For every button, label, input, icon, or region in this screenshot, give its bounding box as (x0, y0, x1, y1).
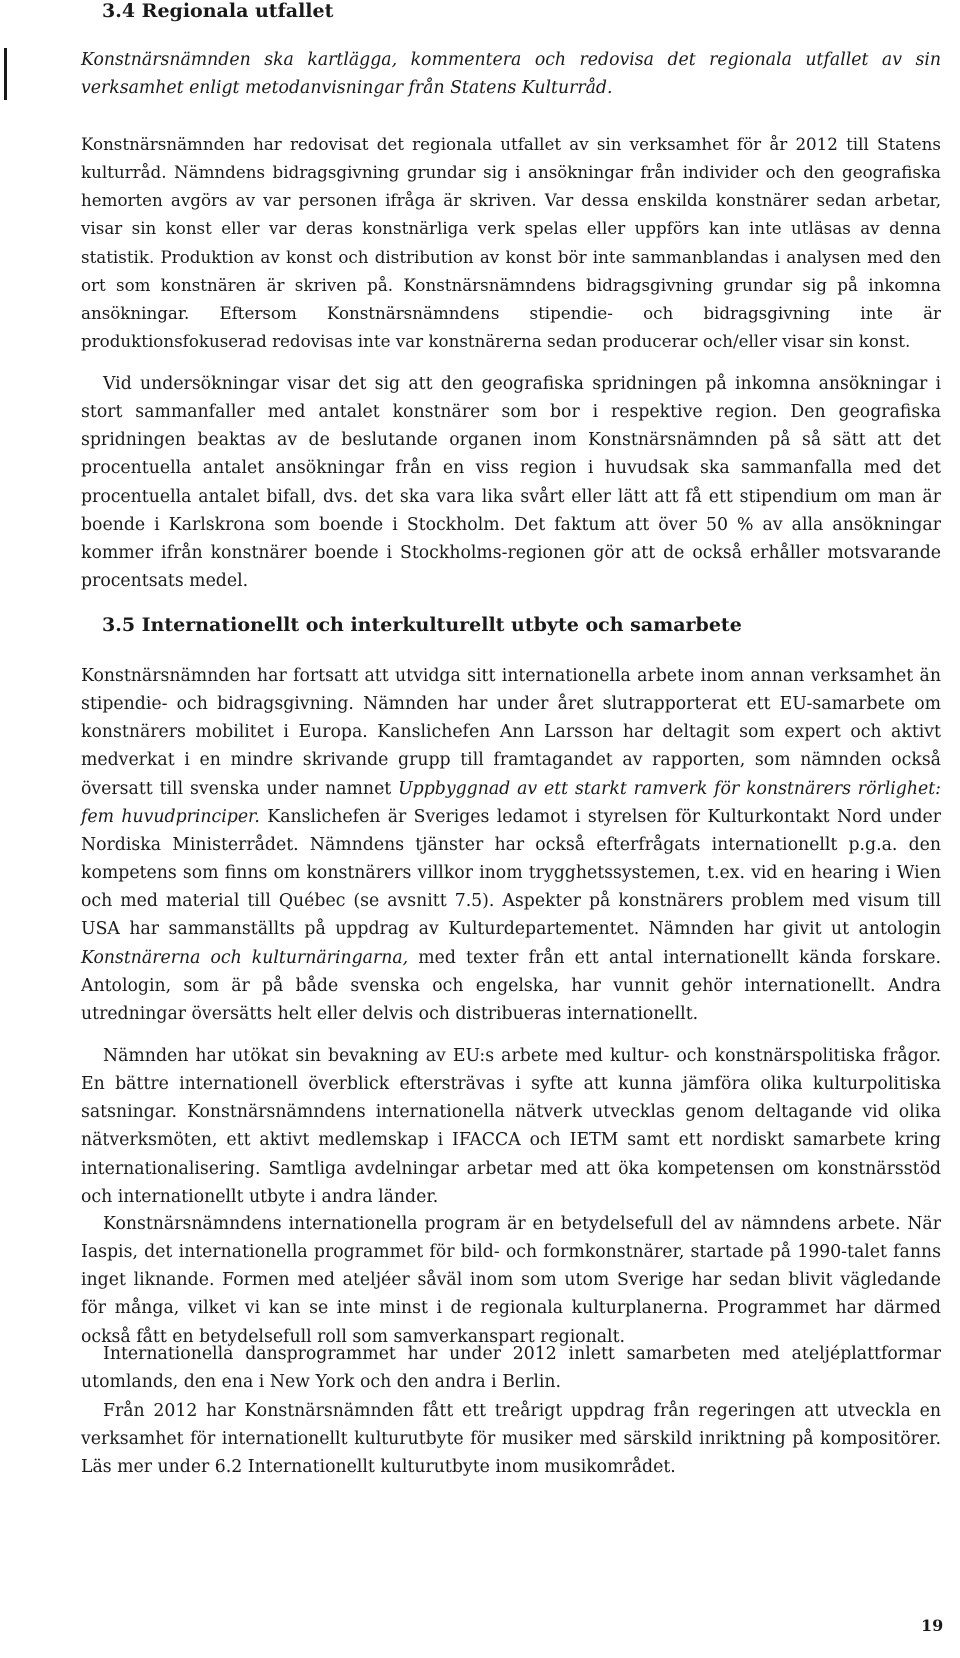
report-title: Uppbyggnad av ett starkt ramverk för konstnärers rörlighet: fem huvudprinciper. (81, 778, 941, 827)
paragraph: Vid undersökningar visar det sig att den geografiska spridningen på inkomna ansökningar i stort sammanfaller med antalet konstnärer som bor i respektive region. Den geografiska spridningen beaktas av de beslutande organen inom Konstnärsnämnden på så sätt att det procentuella antalet ansökningar från en viss region i huvudsak ska sammanfalla med det procentuella antalet bifall, dvs. det ska vara lika svårt eller lätt att få ett stipendium om man är boende i Karlskrona som boende i Stockholm. Det faktum att över 50 % av alla ansökningar kommer ifrån konstnärer boende i Stockholms-regionen gör att de också erhåller motsvarande procentsats medel. (81, 374, 941, 592)
paragraph: Från 2012 har Konstnärsnämnden fått ett treårigt uppdrag från regeringen att utveckla en verksamhet för internationellt kulturutbyte för musiker med särskild inriktning på kompositörer. Läs mer under 6.2 Internationellt kulturutbyte inom musikområdet. (81, 1401, 941, 1478)
paragraph-text: Kanslichefen är Sveriges ledamot i styrelsen för Kulturkontakt Nord under Nordiska Ministerrådet. Nämndens tjänster har också efterfrågats internationellt p.g.a. den kompetens som finns om konstnärers villkor inom trygghetssystemen, t.ex. vid en hearing i Wien och med material till Québec (se avsnitt 7.5). Aspekter på konstnärers problem med visum till USA har sammanställts på uppdrag av Kulturdepartementet. Nämnden har givit ut antologin (81, 806, 941, 940)
section-heading-international: 3.5 Internationellt och interkulturellt utbyte och samarbete (102, 614, 742, 636)
page-number: 19 (921, 1616, 944, 1635)
anthology-title: Konstnärerna och kulturnäringarna, (81, 947, 409, 968)
change-bar (4, 48, 7, 100)
paragraph: Konstnärsnämnden har redovisat det regionala utfallet av sin verksamhet för år 2012 till Statens kulturråd. Nämndens bidragsgivning grundar sig i ansökningar från individer och den geografiska hemorten avgörs av var personen ifråga är skriven. Var dessa enskilda konstnärer sedan arbetar, visar sin konst eller var deras konstnärliga verk spelas eller uppförs kan inte utläsas av denna statistik. Produktion av konst och distribution av konst bör inte sammanblandas i analysen med den ort som konstnären är skriven på. Konstnärsnämndens bidragsgivning grundar sig på inkomna ansökningar. Eftersom Konstnärsnämndens stipendie- och bidragsgivning inte är produktionsfokuserad redovisas inte var konstnärerna sedan producerar och/eller visar sin konst. (81, 134, 941, 352)
section-intro: Konstnärsnämnden ska kartlägga, kommentera och redovisa det regionala utfallet av sin verksamhet enligt metodanvisningar från Statens Kulturråd. (81, 50, 941, 99)
paragraph: Internationella dansprogrammet har under 2012 inlett samarbeten med ateljéplattformar utomlands, den ena i New York och den andra i Berlin. (81, 1344, 941, 1393)
paragraph-text: med texter från ett antal internationellt kända forskare. Antologin, som är på både svenska och engelska, har vunnit gehör internationellt. Andra utredningar översätts helt eller delvis och distribueras internationellt. (81, 947, 942, 1024)
paragraph: Konstnärsnämndens internationella program är en betydelsefull del av nämndens arbete. När Iaspis, det internationella programmet för bild- och formkonstnärer, startade på 1990-talet fanns inget liknande. Formen med ateljéer såväl inom som utom Sverige har sedan blivit vägledande för många, vilket vi kan se inte minst i de regionala kulturplanerna. Programmet har därmed också fått en betydelsefull roll som samverkanspart regionalt. (81, 1214, 941, 1347)
paragraph (81, 662, 941, 1028)
paragraph-text: Konstnärsnämnden har fortsatt att utvidga sitt internationella arbete inom annan verksamhet än stipendie- och bidragsgivning. Nämnden har under året slutrapporterat ett EU-samarbete om konstnärers mobilitet i Europa. Kanslichefen Ann Larsson har deltagit som expert och aktivt medverkat i en mindre skrivande grupp till framtagandet av rapporten, som nämnden också översatt till svenska under namnet (81, 666, 941, 799)
section-heading-regional: 3.4 Regionala utfallet (102, 0, 334, 22)
paragraph: Nämnden har utökat sin bevakning av EU:s arbete med kultur- och konstnärspolitiska frågor. En bättre internationell överblick eftersträvas i syfte att kunna jämföra olika kulturpolitiska satsningar. Konstnärsnämndens internationella nätverk utvecklas genom deltagande vid olika nätverksmöten, ett aktivt medlemskap i IFACCA och IETM samt ett nordiskt samarbete kring internationalisering. Samtliga avdelningar arbetar med att öka kompetensen om konstnärsstöd och internationellt utbyte i andra länder. (81, 1046, 941, 1207)
